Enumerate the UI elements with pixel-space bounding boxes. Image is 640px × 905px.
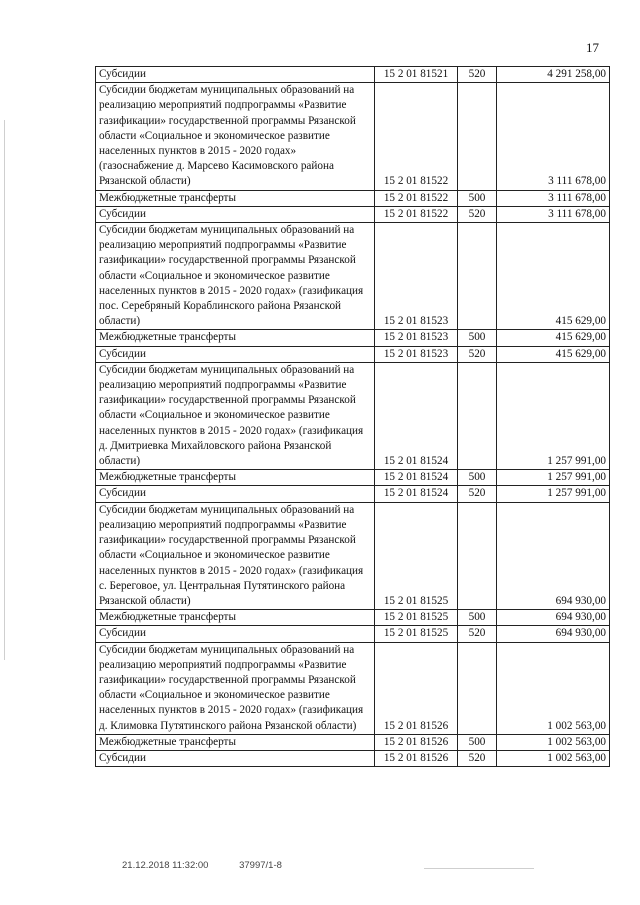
cell-code: 15 2 01 81522: [375, 83, 458, 190]
table-row: [96, 470, 610, 486]
table-row-description: [96, 642, 610, 734]
cell-code: 15 2 01 81521: [375, 67, 458, 83]
cell-name: Субсидии бюджетам муниципальных образований на реализацию мероприятий подпрограммы «Развитие газификации» государственной программы Рязанской области «Социальное и экономическое развитие населенных пунктов в 2015 - 2020 годах» (газификация с. Береговое, ул. Центральная Путятинского района Рязанской области): [96, 502, 375, 609]
cell-type: [458, 223, 497, 330]
table-row-description: [96, 223, 610, 330]
cell-type: [458, 642, 497, 734]
cell-code: 15 2 01 81523: [375, 346, 458, 362]
cell-amount: 694 930,00: [497, 502, 610, 609]
cell-amount: 1 002 563,00: [497, 750, 610, 766]
cell-name: Межбюджетные трансферты: [96, 610, 375, 626]
scan-artifact: [4, 120, 5, 660]
cell-name: Субсидии: [96, 206, 375, 222]
cell-name: Субсидии бюджетам муниципальных образований на реализацию мероприятий подпрограммы «Развитие газификации» государственной программы Рязанской области «Социальное и экономическое развитие населенных пунктов в 2015 - 2020 годах» (газификация пос. Серебряный Кораблинского района Рязанской области): [96, 223, 375, 330]
cell-code: 15 2 01 81523: [375, 330, 458, 346]
cell-name: Субсидии: [96, 486, 375, 502]
table-row: [96, 626, 610, 642]
cell-type: [458, 502, 497, 609]
cell-type: 500: [458, 734, 497, 750]
table-row: [96, 750, 610, 766]
page-number: 17: [586, 40, 599, 55]
cell-type: 500: [458, 330, 497, 346]
cell-code: 15 2 01 81525: [375, 502, 458, 609]
scan-artifact: [424, 868, 534, 869]
cell-code: 15 2 01 81526: [375, 750, 458, 766]
cell-type: 500: [458, 470, 497, 486]
table-row: [96, 486, 610, 502]
footer-stamp: [122, 860, 310, 871]
cell-name: Межбюджетные трансферты: [96, 734, 375, 750]
cell-amount: 415 629,00: [497, 330, 610, 346]
table-row: [96, 206, 610, 222]
cell-amount: 415 629,00: [497, 346, 610, 362]
cell-type: 500: [458, 610, 497, 626]
cell-amount: 1 257 991,00: [497, 486, 610, 502]
cell-type: [458, 362, 497, 469]
table-row: [96, 190, 610, 206]
table-row-description: [96, 362, 610, 469]
cell-amount: 694 930,00: [497, 626, 610, 642]
cell-name: Межбюджетные трансферты: [96, 470, 375, 486]
cell-type: 520: [458, 346, 497, 362]
cell-code: 15 2 01 81524: [375, 486, 458, 502]
table-row: [96, 67, 610, 83]
cell-name: Субсидии: [96, 626, 375, 642]
cell-name: Межбюджетные трансферты: [96, 190, 375, 206]
cell-code: 15 2 01 81522: [375, 206, 458, 222]
table-row: [96, 346, 610, 362]
cell-name: Субсидии: [96, 346, 375, 362]
cell-code: 15 2 01 81526: [375, 734, 458, 750]
cell-name: Субсидии бюджетам муниципальных образований на реализацию мероприятий подпрограммы «Развитие газификации» государственной программы Рязанской области «Социальное и экономическое развитие населенных пунктов в 2015 - 2020 годах» (газификация д. Дмитриевка Михайловского района Рязанской области): [96, 362, 375, 469]
cell-amount: 3 111 678,00: [497, 190, 610, 206]
cell-type: 520: [458, 750, 497, 766]
cell-type: 500: [458, 190, 497, 206]
cell-name: Субсидии бюджетам муниципальных образований на реализацию мероприятий подпрограммы «Развитие газификации» государственной программы Рязанской области «Социальное и экономическое развитие населенных пунктов в 2015 - 2020 годах» (газоснабжение д. Марсево Касимовского района Рязанской области): [96, 83, 375, 190]
cell-name: Субсидии: [96, 67, 375, 83]
cell-amount: 3 111 678,00: [497, 206, 610, 222]
cell-amount: 4 291 258,00: [497, 67, 610, 83]
cell-amount: 1 002 563,00: [497, 642, 610, 734]
cell-code: 15 2 01 81523: [375, 223, 458, 330]
cell-code: 15 2 01 81525: [375, 626, 458, 642]
table-body: [96, 67, 610, 767]
cell-type: 520: [458, 626, 497, 642]
cell-amount: 3 111 678,00: [497, 83, 610, 190]
cell-type: 520: [458, 67, 497, 83]
cell-type: 520: [458, 206, 497, 222]
cell-type: 520: [458, 486, 497, 502]
cell-code: 15 2 01 81522: [375, 190, 458, 206]
cell-code: 15 2 01 81525: [375, 610, 458, 626]
footer-timestamp: 21.12.2018 11:32:00: [122, 860, 209, 871]
cell-amount: 415 629,00: [497, 223, 610, 330]
table-row: [96, 734, 610, 750]
cell-type: [458, 83, 497, 190]
budget-table: [95, 66, 610, 767]
cell-amount: 1 257 991,00: [497, 470, 610, 486]
cell-amount: 694 930,00: [497, 610, 610, 626]
cell-code: 15 2 01 81524: [375, 362, 458, 469]
cell-name: Межбюджетные трансферты: [96, 330, 375, 346]
cell-name: Субсидии бюджетам муниципальных образований на реализацию мероприятий подпрограммы «Развитие газификации» государственной программы Рязанской области «Социальное и экономическое развитие населенных пунктов в 2015 - 2020 годах» (газификация д. Климовка Путятинского района Рязанской области): [96, 642, 375, 734]
cell-code: 15 2 01 81526: [375, 642, 458, 734]
cell-name: Субсидии: [96, 750, 375, 766]
cell-code: 15 2 01 81524: [375, 470, 458, 486]
table-row: [96, 330, 610, 346]
table-row-description: [96, 83, 610, 190]
table-row-description: [96, 502, 610, 609]
cell-amount: 1 002 563,00: [497, 734, 610, 750]
cell-amount: 1 257 991,00: [497, 362, 610, 469]
table-row: [96, 610, 610, 626]
footer-doc-id: 37997/1-8: [239, 860, 282, 871]
